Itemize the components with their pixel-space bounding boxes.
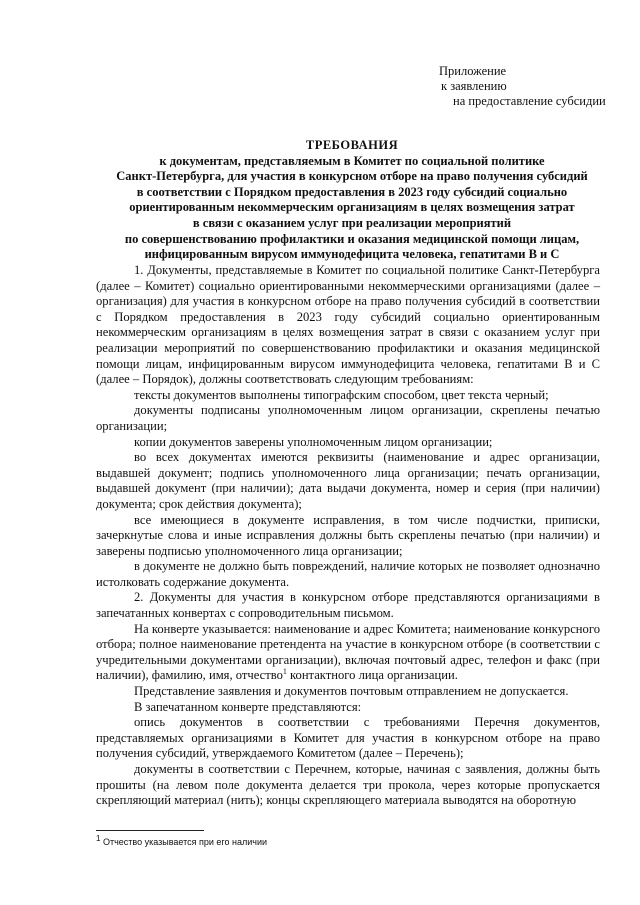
paragraph: все имеющиеся в документе исправления, в том числе подчистки, приписки, зачеркнутые слова и иные исправления должны быть скреплены печатью (при наличии) и заверены подписью уполномоченного лица организации; bbox=[96, 512, 600, 558]
paragraph: копии документов заверены уполномоченным лицом организации; bbox=[134, 434, 493, 449]
footnote-number: 1 bbox=[96, 834, 101, 843]
paragraph: 1. Документы, представляемые в Комитет по социальной политике Санкт-Петербурга (далее – Комитет) социально ориентированными некоммерческими организациями (далее – организация) для участия в конкурсном отборе на право получения субсидий в соответствии с Порядком предоставления в 2023 году субсидий социально ориентированным некоммерческим организациям в целях возмещения затрат в связи с оказанием услуг при реализации мероприятий по совершенствованию профилактики и оказания медицинской помощи лицам, инфицированным вирусом иммунодефицита человека, гепатитами В и С (далее – Порядок), должны соответствовать следующим требованиям: bbox=[96, 263, 600, 387]
paragraph: Представление заявления и документов почтовым отправлением не допускается. bbox=[134, 684, 569, 699]
title-line: Санкт-Петербурга, для участия в конкурсном отборе на право получения субсидий bbox=[116, 169, 588, 184]
appendix-line: Приложение bbox=[439, 64, 507, 78]
footnote bbox=[96, 836, 267, 848]
paragraph-text-tail: контактного лица организации. bbox=[286, 668, 458, 683]
document-title bbox=[96, 138, 608, 263]
title-line: инфицированным вирусом иммунодефицита человека, гепатитами В и С bbox=[144, 247, 560, 262]
title-line: ориентированным некоммерческим организациям в целях возмещения затрат bbox=[129, 200, 575, 215]
title-line: по совершенствованию профилактики и оказания медицинской помощи лицам, bbox=[124, 231, 580, 246]
paragraph: 2. Документы для участия в конкурсном отборе представляются организациями в запечатанных конвертах с сопроводительным письмом. bbox=[96, 590, 600, 621]
document-body bbox=[96, 263, 600, 809]
title-line: к документам, представляемым в Комитет по социальной политике bbox=[159, 153, 545, 168]
paragraph: В запечатанном конверте представляются: bbox=[134, 699, 362, 714]
paragraph-envelope bbox=[96, 622, 600, 684]
appendix-line: к заявлению bbox=[441, 79, 507, 93]
paragraph: опись документов в соответствии с требованиями Перечня документов, представляемых организациями в Комитет для участия в конкурсном отборе на право получения субсидий, утверждаемого Комитетом (далее – Перечень); bbox=[96, 715, 600, 761]
paragraph: в документе не должно быть повреждений, наличие которых не позволяет однозначно истолковать содержание документа. bbox=[96, 559, 600, 589]
footnote-marker: 1 bbox=[282, 667, 287, 677]
footnote-text: Отчество указывается при его наличии bbox=[102, 837, 268, 847]
appendix-note bbox=[439, 64, 606, 109]
footnote-divider bbox=[96, 830, 204, 831]
title-line: в соответствии с Порядком предоставления в 2023 году субсидий социально bbox=[136, 184, 568, 199]
appendix-line: на предоставление субсидии bbox=[453, 94, 606, 108]
title-line: в связи с оказанием услуг при реализации мероприятий bbox=[192, 215, 512, 230]
paragraph-text: На конверте указывается: наименование и адрес Комитета; наименование конкурсного отбора; полное наименование претендента на участие в конкурсном отборе (в соответствии с учредительными документами организации), включая почтовый адрес, телефон и факс (при наличии), фамилию, имя, отчество bbox=[96, 621, 600, 683]
paragraph: документы в соответствии с Перечнем, которые, начиная с заявления, должны быть прошиты (на левом поле документа делается три прокола, через которые пропускается скрепляющий материал (нить); концы скрепляющего материала выводятся на оборотную bbox=[96, 762, 600, 808]
title-heading: ТРЕБОВАНИЯ bbox=[305, 138, 399, 152]
paragraph: во всех документах имеются реквизиты (наименование и адрес организации, выдавшей документ; подпись уполномоченного лица организации; печать организации, выдавшей документ (при наличии); дата выдачи документа, номер и серия (при наличии) документа; срок действия документа); bbox=[96, 450, 600, 511]
paragraph: тексты документов выполнены типографским способом, цвет текста черный; bbox=[134, 387, 549, 402]
paragraph: документы подписаны уполномоченным лицом организации, скреплены печатью организации; bbox=[96, 403, 600, 433]
